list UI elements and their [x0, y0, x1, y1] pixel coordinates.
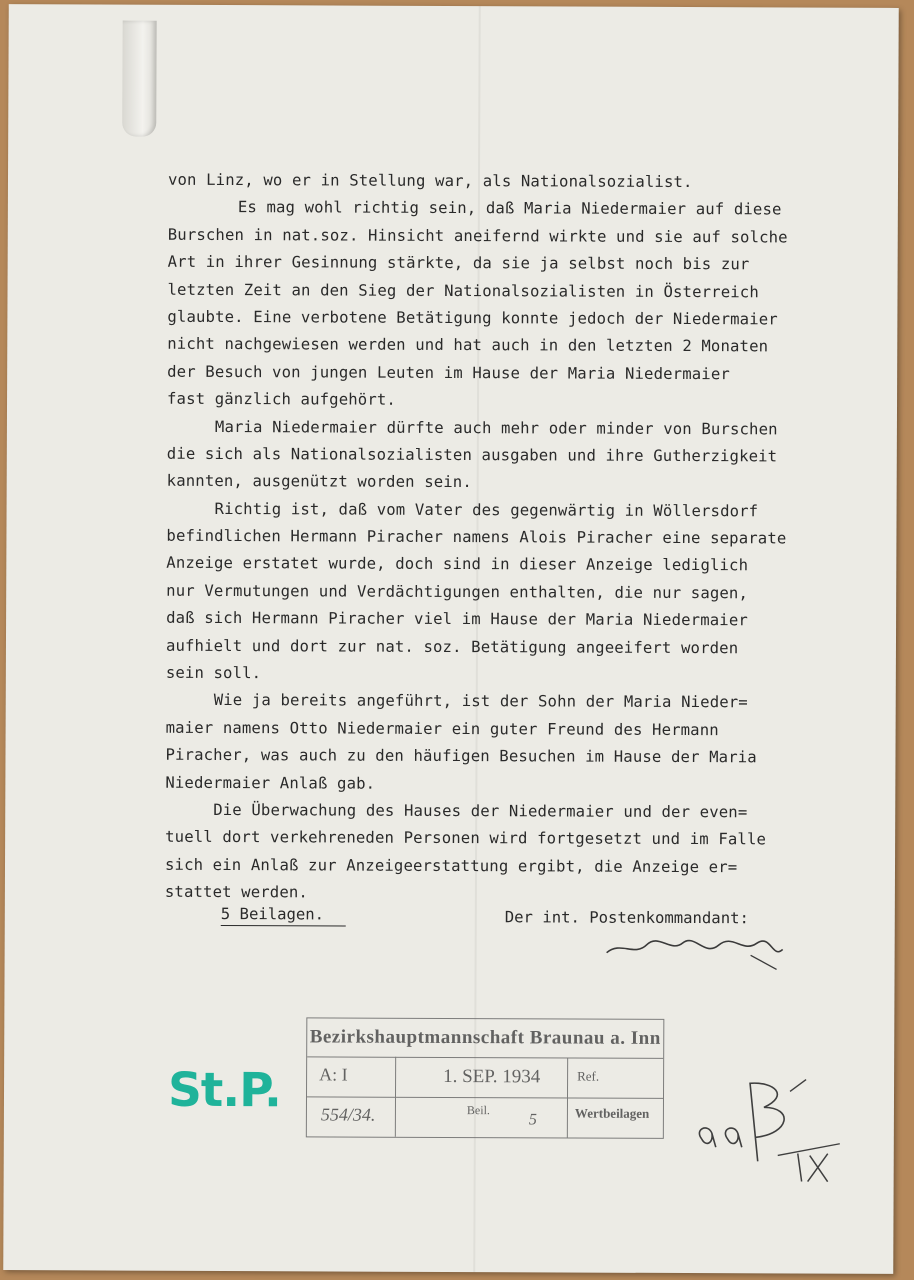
letter-line: befindlichen Hermann Piracher namens Alois Piracher eine separate	[166, 526, 787, 548]
letter-line: fast gänzlich aufgehört.	[167, 389, 397, 409]
letter-line: Piracher, was auch zu den häufigen Besuchen im Hause der Maria	[165, 745, 757, 767]
letter-line: aufhielt und dort zur nat. soz. Betätigung angeeifert worden	[165, 636, 739, 657]
punched-hole	[122, 21, 157, 137]
stamp-enclosures-label: Beil.	[466, 1103, 490, 1118]
letter-line: Anzeige erstatet wurde, doch sind in dieser Anzeige lediglich	[166, 554, 749, 575]
green-stp-stamp: St.P.	[167, 1062, 282, 1119]
letter-line: von Linz, wo er in Stellung war, als Nationalsozialist.	[167, 170, 693, 192]
letter-line: Art in ihrer Gesinnung stärkte, da sie ja selbst noch bis zur	[167, 252, 750, 274]
stamp-enclosures-count: 5	[528, 1111, 537, 1129]
document-page	[3, 4, 899, 1274]
letter-line: daß sich Hermann Piracher viel im Hause der Maria Niedermaier	[166, 609, 748, 630]
letter-line: maier namens Otto Niedermaier ein guter Freund des Hermann	[165, 718, 719, 739]
letter-line: nicht nachgewiesen werden und hat auch in den letzten 2 Monaten	[167, 335, 769, 356]
letter-line: Burschen in nat.soz. Hinsicht aneifernd wirkte und sie auf solche	[167, 225, 788, 247]
letter-line: nur Vermutungen und Verdächtigungen enthalten, die nur sagen,	[166, 581, 749, 603]
letter-body	[165, 167, 888, 910]
stamp-authority: Bezirkshauptmannschaft Braunau a. Inn	[307, 1018, 663, 1059]
letter-line: tuell dort verkehreneden Personen wird fortgesetzt und im Falle	[165, 828, 767, 849]
letter-line: Maria Niedermaier dürfte auch mehr oder minder von Burschen	[214, 417, 778, 438]
letter-line: kannten, ausgenützt worden sein.	[166, 472, 472, 492]
letter-line: stattet werden.	[164, 882, 309, 902]
stamp-value-enclosures: Wertbeilagen	[574, 1105, 650, 1121]
handwritten-signature	[601, 923, 791, 976]
letter-line: Richtig ist, daß vom Vater des gegenwärtig in Wöllersdorf	[214, 499, 759, 521]
letter-line: die sich als Nationalsozialisten ausgaben und ihre Gutherzigkeit	[166, 444, 778, 466]
letter-line: sein soll.	[165, 663, 262, 683]
letter-line: glaubte. Eine verbotene Betätigung konnte jedoch der Niedermaier	[167, 307, 778, 329]
stamp-division: A: I	[319, 1064, 348, 1085]
stamp-ref-label: Ref.	[577, 1068, 600, 1084]
handwritten-initials	[694, 1077, 854, 1188]
stamp-date: 1. SEP. 1934	[443, 1065, 541, 1088]
letter-line: der Besuch von jungen Leuten im Hause der Maria Niedermaier	[167, 362, 730, 383]
receipt-stamp	[306, 1017, 665, 1139]
signer-title: Der int. Postenkommandant:	[504, 908, 749, 928]
stamp-file-number: 554/34.	[320, 1104, 376, 1125]
letter-line: Wie ja bereits angeführt, ist der Sohn der Maria Nieder=	[213, 691, 748, 712]
stamp-divider	[307, 1096, 663, 1099]
letter-line: Es mag wohl richtig sein, daß Maria Niedermaier auf diese	[237, 198, 782, 219]
letter-line: Niedermaier Anlaß gab.	[165, 773, 376, 793]
enclosures-note: 5 Beilagen.	[221, 905, 346, 927]
letter-line: Die Überwachung des Hauses der Niedermaier und der even=	[213, 800, 748, 822]
letter-line: letzten Zeit an den Sieg der Nationalsozialisten in Österreich	[167, 280, 759, 301]
letter-line: sich ein Anlaß zur Anzeigeerstattung ergibt, die Anzeige er=	[164, 855, 738, 877]
